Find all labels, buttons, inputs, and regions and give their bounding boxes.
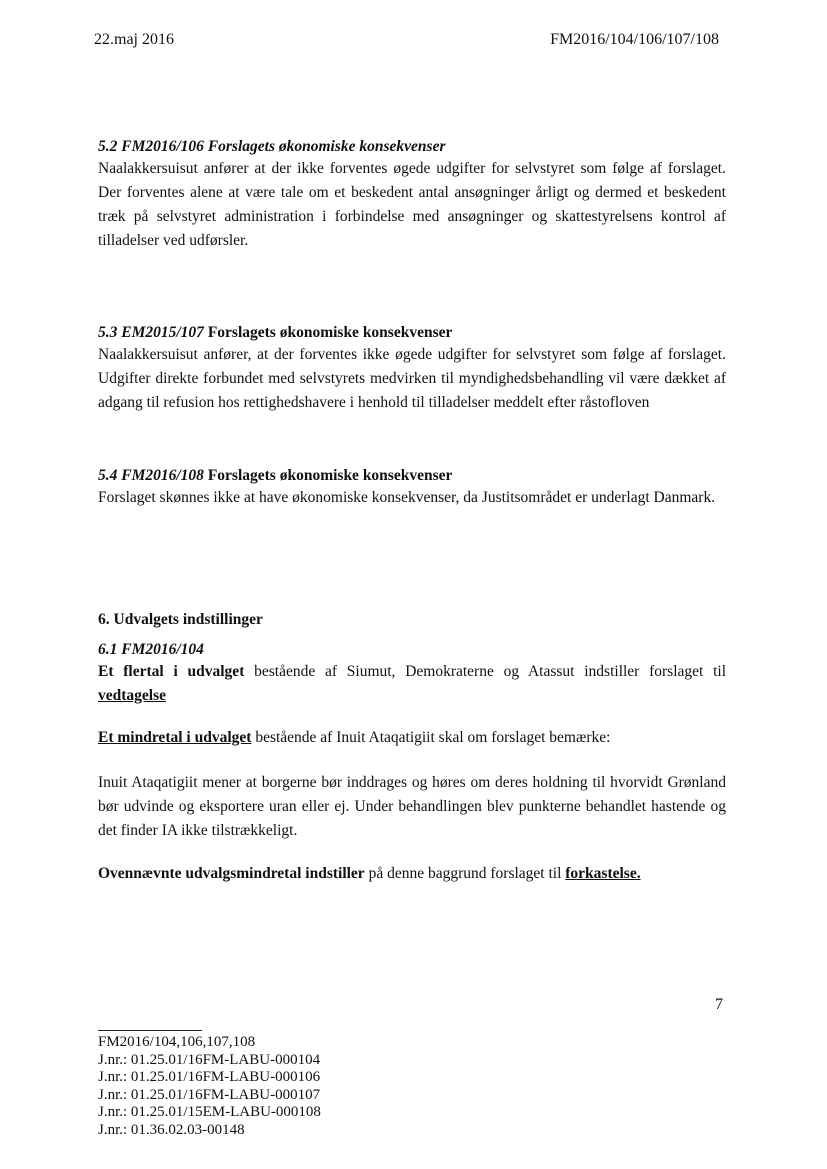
section-5-2-title: Forslagets økonomiske konsekvenser — [207, 138, 446, 155]
section-5-2-body: Naalakkersuisut anfører at der ikke forventes øgede udgifter for selvstyret som følge af forslaget. Der forventes alene at være tale om et beskedent antal ansøgninger årligt og dermed et beskedent træk på selvstyret administration i forbindelse med ansøgninger og skattestyrelsens kontrol af tilladelser ved udførsler. — [98, 160, 726, 249]
page-number: 7 — [715, 996, 723, 1013]
footer-line: J.nr.: 01.25.01/16FM-LABU-000107 — [98, 1086, 321, 1103]
section-5-3-heading — [98, 323, 726, 343]
section-5-3 — [98, 323, 726, 415]
section-5-2 — [98, 137, 726, 253]
section-5-3-title: Forslagets økonomiske konsekvenser — [207, 324, 453, 341]
section-5-3-body: Naalakkersuisut anfører, at der forventes ikke øgede udgifter for selvstyret som følge af forslaget. Udgifter direkte forbundet med selvstyrets medvirken til myndighedsbehandling vil være dækket af adgang til refusion hos rettighedshavere i henhold til tilladelser meddelt efter råstofloven — [98, 346, 726, 411]
footer — [98, 1034, 321, 1140]
conclusion-outcome: forkastelse. — [565, 865, 641, 882]
conclusion-paragraph — [98, 862, 726, 886]
header-reference: FM2016/104/106/107/108 — [550, 31, 719, 48]
footer-line: J.nr.: 01.25.01/16FM-LABU-000106 — [98, 1069, 321, 1086]
section-5-4-heading — [98, 466, 726, 486]
minority-paragraph — [98, 726, 726, 750]
minority-lead: Et mindretal i udvalget — [98, 729, 252, 746]
footer-line: FM2016/104,106,107,108 — [98, 1034, 256, 1050]
minority-text: bestående af Inuit Ataqatigiit skal om forslaget bemærke: — [251, 729, 611, 746]
section-6-1-heading: 6.1 FM2016/104 — [98, 641, 204, 658]
section-6-title: 6. Udvalgets indstillinger — [98, 611, 263, 628]
section-5-4-title: Forslagets økonomiske konsekvenser — [207, 467, 453, 484]
conclusion-lead: Ovennævnte udvalgsmindretal indstiller — [98, 865, 365, 882]
majority-paragraph — [98, 660, 726, 708]
section-5-3-number: 5.3 EM2015/107 — [98, 324, 204, 341]
section-5-4-body: Forslaget skønnes ikke at have økonomiske konsekvenser, da Justitsområdet er underlagt Danmark. — [98, 489, 716, 506]
minority-body: Inuit Ataqatigiit mener at borgerne bør inddrages og høres om deres holdning til hvorvidt Grønland bør udvinde og eksportere uran eller ej. Under behandlingen blev punkterne behandlet hastende og det finder IA ikke tilstrækkeligt. — [98, 774, 726, 839]
footer-rule — [98, 1030, 202, 1031]
footer-line: J.nr.: 01.25.01/16FM-LABU-000104 — [98, 1051, 321, 1068]
section-6-1 — [98, 640, 726, 708]
section-5-4-number: 5.4 FM2016/108 — [98, 467, 204, 484]
footer-line: J.nr.: 01.36.02.03-00148 — [98, 1121, 245, 1138]
header-date: 22.maj 2016 — [94, 31, 174, 48]
majority-text: bestående af Siumut, Demokraterne og Atassut indstiller forslaget til — [244, 663, 727, 680]
conclusion-text: på denne baggrund forslaget til — [364, 865, 566, 882]
section-5-2-number: 5.2 FM2016/106 — [98, 138, 204, 155]
footer-line: J.nr.: 01.25.01/15EM-LABU-000108 — [98, 1104, 321, 1121]
majority-outcome: vedtagelse — [98, 687, 167, 704]
section-5-2-heading — [98, 137, 726, 157]
majority-lead: Et flertal i udvalget — [98, 663, 245, 680]
section-5-4 — [98, 466, 726, 510]
